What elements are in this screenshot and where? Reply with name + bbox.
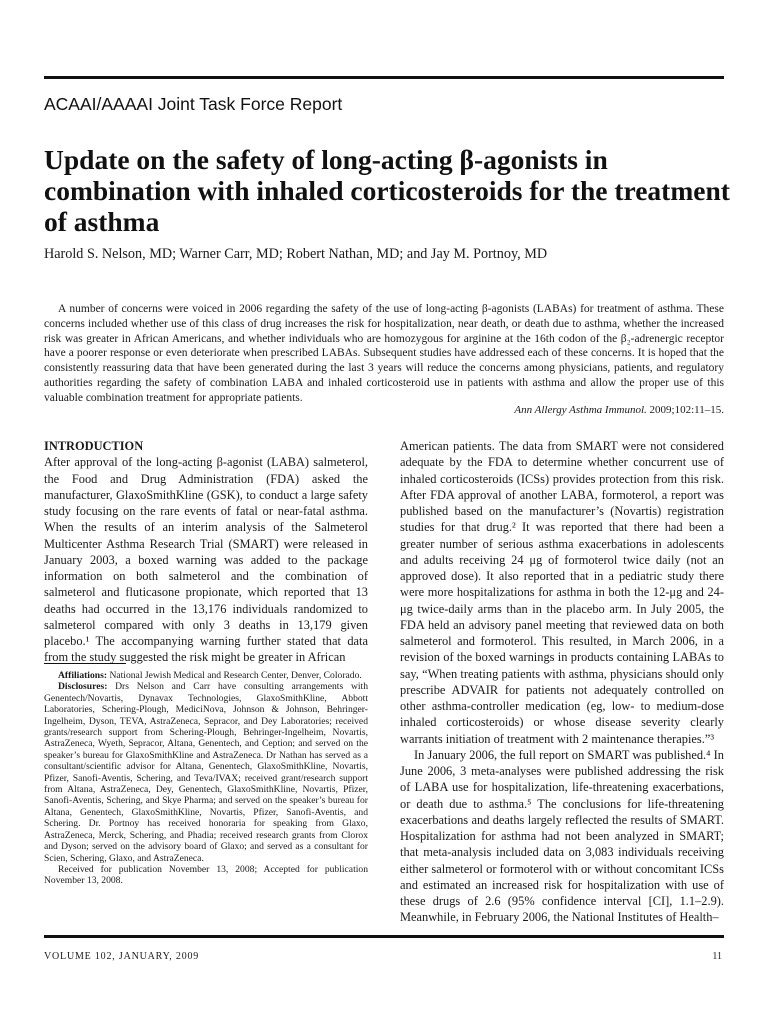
intro-paragraph: After approval of the long-acting β-agonist (LABA) salmeterol, the Food and Drug Administration (FDA) asked the manufacturer, GlaxoSmithKline (GSK), to conduct a large safety study focusing on the rare events of fatal or near-fatal asthma. When the results of an interim analysis of the Salmeterol Multicenter Asthma Research Trial (SMART) were released in January 2003, a boxed warning was added to the package information on both salmeterol and the combination of salmeterol and fluticasone propionate, which reported that 13 deaths had occurred in the 13,176 individuals randomized to salmeterol compared with only 3 deaths in 13,179 given placebo.¹ The accompanying warning further stated that data from the study suggested the risk might be greater in African: [44, 455, 368, 665]
citation: [514, 404, 724, 416]
citation-journal: Ann Allergy Asthma Immunol.: [514, 404, 647, 416]
citation-ref: 2009;102:11–15.: [649, 404, 724, 416]
disclosures-text: Drs Nelson and Carr have consulting arrangements with Genentech/Novartis, Dynavax Technologies, GlaxoSmithKline, Abbott Laboratories, Schering-Plough, MediciNova, Johnson & Johnson, Behringer-Ingelheim, Dyson, TEVA, AstraZeneca, Sepracor, and Dey Laboratories; received grants/research support from Schering-Plough, Behringer-Ingelheim, Novartis, AstraZeneca, Wyeth, Sepracor, Altana, Genentech, and Ception; and served on the speaker’s bureau for GlaxoSmithKline and AstraZeneca. Dr Nathan has served as a consultant/scientific advisor for Altana, Genentech, GlaxoSmithKline, Novartis, Pfizer, Sanofi-Aventis, Schering, and Teva/IVAX; received grant/research support from Altana, AstraZeneca, Dey, Genentech, GlaxoSmithKline, Novartis, Pfizer, Sanofi-Aventis, Schering, and Skye Pharma; and served on the speaker’s bureau for Altana, Genentech, GlaxoSmithKline, Novartis, Pfizer, Sanofi-Aventis, and Schering. Dr. Portnoy has received honoraria for speaking from Glaxo, AstraZeneca, Merck, Schering, and Phadia; received research grants from Clorox and Dyson; served on the advisory board of Glaxo; and served as a consultant for Scien, Schering, Glaxo, and AstraZeneca.: [44, 681, 368, 864]
top-rule: [44, 76, 724, 79]
disclosures-label: Disclosures:: [58, 681, 108, 693]
section-heading-introduction: INTRODUCTION: [44, 439, 144, 453]
affiliations-text: National Jewish Medical and Research Center, Denver, Colorado.: [107, 670, 362, 681]
footnotes: [44, 670, 368, 887]
bottom-rule: [44, 935, 724, 938]
article-title: Update on the safety of long-acting β-agonists in combination with inhaled corticosteroids for the treatment of asthma: [44, 144, 730, 237]
report-label: ACAAI/AAAAI Joint Task Force Report: [44, 94, 343, 114]
right-column: [400, 438, 724, 926]
footnote-rule: [44, 663, 126, 664]
affiliations-label: Affiliations:: [58, 670, 108, 681]
affiliations-note: [44, 670, 368, 681]
author-list: Harold S. Nelson, MD; Warner Carr, MD; Robert Nathan, MD; and Jay M. Portnoy, MD: [44, 246, 548, 262]
abstract: A number of concerns were voiced in 2006 regarding the safety of the use of long-acting β-agonists (LABAs) for treatment of asthma. These concerns included whether use of this class of drug increases the risk for hospitalization, near death, or death due to asthma, whether the increased risk was greater in African Americans, and whether individuals who are homozygous for arginine at the 16th codon of the β₂-adrenergic receptor have a poorer response or even deteriorate when prescribed LABAs. Subsequent studies have addressed each of these concerns. It is hoped that the consistently reassuring data that have been generated during the last 3 years will reduce the concerns among physicians, patients, and regulatory authorities regarding the safety of combination LABA and inhaled corticosteroid use in patients with asthma and allow the proper use of this valuable combination treatment for appropriate patients.: [44, 303, 724, 404]
page-number: 11: [712, 951, 722, 962]
footer-volume: VOLUME 102, JANUARY, 2009: [44, 951, 200, 962]
body-paragraph-1: American patients. The data from SMART were not considered adequate by the FDA to determine whether concurrent use of inhaled corticosteroids (ICSs) provides protection from this risk. After FDA approval of another LABA, formoterol, a report was published based on the manufacturer’s (Novartis) registration studies for that drug.² It was reported that there had been a greater number of serious asthma exacerbations in adolescents and adults receiving 24 μg of formoterol twice daily (not an approved dose). It also reported that in a pediatric study there were more hospitalizations for asthma in both the 12-μg and 24-μg twice-daily arms than in the placebo arm. In July 2005, the FDA held an advisory panel meeting that reviewed data on both salmeterol and formoterol. This resulted, in March 2006, in a revision of the boxed warnings in products containing LABAs to say, “When treating patients with asthma, physicians should only prescribe ADVAIR for patients not adequately controlled on other asthma-controller medication (eg, low- to medium-dose inhaled corticosteroids) or whose disease severity clearly warrants initiation of treatment with 2 maintenance therapies.”³: [400, 439, 724, 746]
disclosures-note: [44, 681, 368, 864]
left-column: [44, 438, 368, 666]
received-note: Received for publication November 13, 2008; Accepted for publication November 13, 2008.: [44, 863, 368, 887]
body-paragraph-2: In January 2006, the full report on SMART was published.⁴ In June 2006, 3 meta-analyses were published addressing the risk of LABA use for hospitalization, life-threatening exacerbations, or death due to asthma.⁵ The conclusions for life-threatening exacerbations and deaths largely reflected the results of SMART. Hospitalization for asthma had not been analyzed in SMART; that meta-analysis included data on 3,083 individuals receiving either salmeterol or formoterol with or without concomitant ICSs and estimated an increased risk for hospitalization with use of these drugs of 2.6 (95% confidence interval [CI], 1.1–2.9). Meanwhile, in February 2006, the National Institutes of Health–: [400, 747, 724, 925]
